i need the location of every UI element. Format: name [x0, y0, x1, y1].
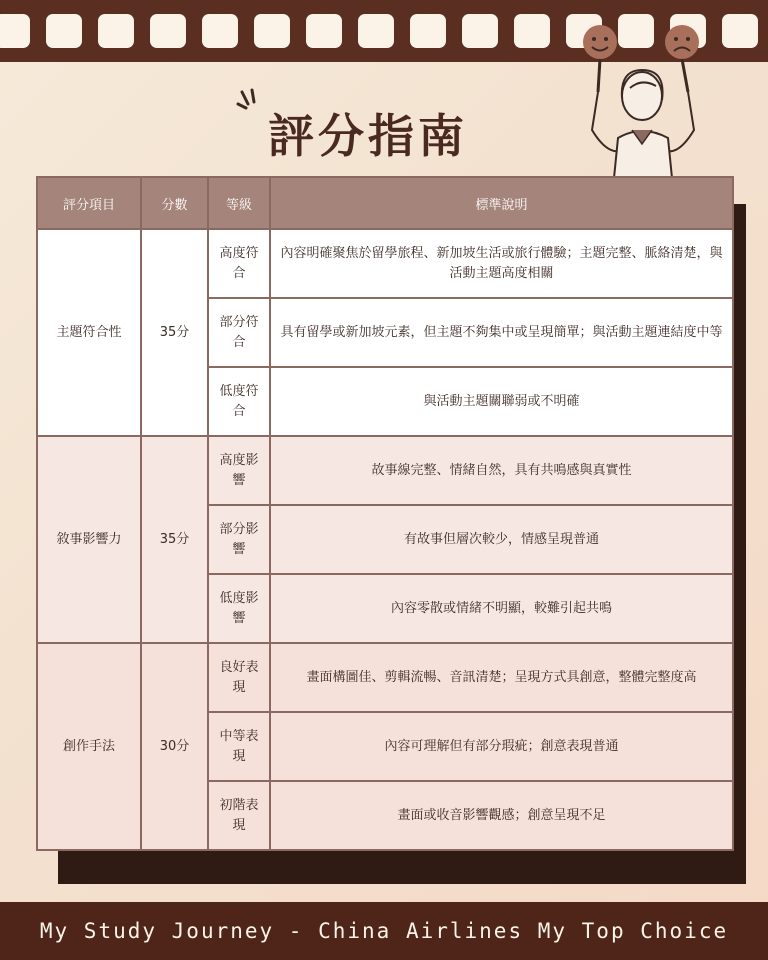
level-cell: 高度影響: [208, 436, 270, 505]
category-cell: 創作手法: [37, 643, 141, 850]
level-cell: 低度符合: [208, 367, 270, 436]
category-cell: 敘事影響力: [37, 436, 141, 643]
level-cell: 部分符合: [208, 298, 270, 367]
film-hole-decoration: [306, 14, 342, 48]
film-hole-decoration: [98, 14, 134, 48]
film-hole-decoration: [202, 14, 238, 48]
table-header-row: [37, 177, 733, 229]
description-cell: 內容零散或情緒不明顯，較難引起共鳴: [270, 574, 733, 643]
header-description: 標準說明: [270, 177, 733, 229]
film-hole-decoration: [410, 14, 446, 48]
level-cell: 初階表現: [208, 781, 270, 850]
film-hole-decoration: [254, 14, 290, 48]
description-cell: 與活動主題關聯弱或不明確: [270, 367, 733, 436]
description-cell: 具有留學或新加坡元素，但主題不夠集中或呈現簡單；與活動主題連結度中等: [270, 298, 733, 367]
table-row: [37, 436, 733, 505]
rubric-table: [36, 176, 734, 851]
level-cell: 良好表現: [208, 643, 270, 712]
spark-icon: [236, 88, 266, 118]
description-cell: 故事線完整、情緒自然，具有共鳴感與真實性: [270, 436, 733, 505]
header-criterion: 評分項目: [37, 177, 141, 229]
film-hole-decoration: [46, 14, 82, 48]
description-cell: 畫面或收音影響觀感；創意呈現不足: [270, 781, 733, 850]
description-cell: 畫面構圖佳、剪輯流暢、音訊清楚；呈現方式具創意，整體完整度高: [270, 643, 733, 712]
film-hole-decoration: [462, 14, 498, 48]
score-cell: 35分: [141, 229, 208, 436]
description-cell: 有故事但層次較少，情感呈現普通: [270, 505, 733, 574]
score-cell: 30分: [141, 643, 208, 850]
film-hole-decoration: [514, 14, 550, 48]
film-hole-decoration: [0, 14, 30, 48]
table-row: [37, 643, 733, 712]
film-hole-decoration: [358, 14, 394, 48]
header-level: 等級: [208, 177, 270, 229]
footer-banner: My Study Journey - China Airlines My Top Choice: [0, 902, 768, 960]
description-cell: 內容可理解但有部分瑕疵；創意表現普通: [270, 712, 733, 781]
category-cell: 主題符合性: [37, 229, 141, 436]
header-score: 分數: [141, 177, 208, 229]
level-cell: 中等表現: [208, 712, 270, 781]
description-cell: 內容明確聚焦於留學旅程、新加坡生活或旅行體驗；主題完整、脈絡清楚，與活動主題高度相關: [270, 229, 733, 298]
film-hole-decoration: [150, 14, 186, 48]
film-hole-decoration: [722, 14, 758, 48]
level-cell: 低度影響: [208, 574, 270, 643]
table-row: [37, 229, 733, 298]
girl-illustration: [570, 20, 720, 180]
level-cell: 高度符合: [208, 229, 270, 298]
level-cell: 部分影響: [208, 505, 270, 574]
page-title: 評分指南: [268, 109, 468, 163]
score-cell: 35分: [141, 436, 208, 643]
